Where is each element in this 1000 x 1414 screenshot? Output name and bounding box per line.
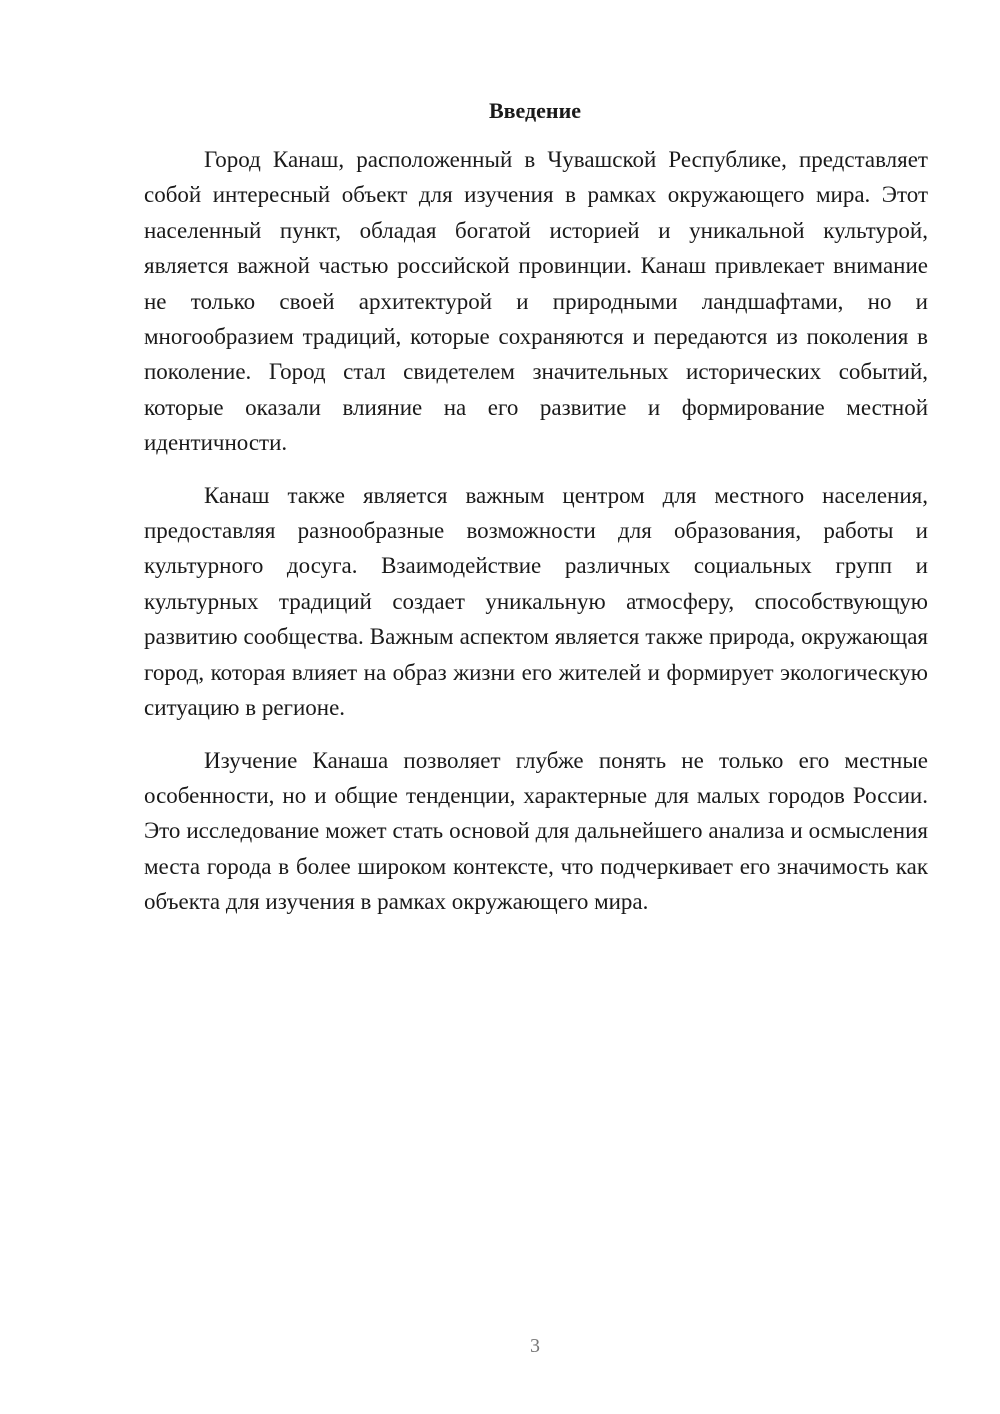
paragraph-2: Канаш также является важным центром для местного населения, предоставляя разнообразные возможности для образования, работы и культурного досуга. Взаимодействие различных социальных групп и культурных традиций создает уникальную атмосферу, способствующую развитию сообщества. Важным аспектом является также природа, окружающая город, которая влияет на образ жизни его жителей и формирует экологическую ситуацию в регионе. xyxy=(144,482,928,721)
paragraph-1: Город Канаш, расположенный в Чувашской Республике, представляет собой интересный объект для изучения в рамках окружающего мира. Этот населенный пункт, обладая богатой историей и уникальной культурой, является важной частью российской провинции. Канаш привлекает внимание не только своей архитектурой и природными ландшафтами, но и многообразием традиций, которые сохраняются и передаются из поколения в поколение. Город стал свидетелем значительных исторических событий, которые оказали влияние на его развитие и формирование местной идентичности. xyxy=(144,147,928,456)
body-text xyxy=(144,142,928,937)
paragraph-3: Изучение Канаша позволяет глубже понять не только его местные особенности, но и общие тенденции, характерные для малых городов России. Это исследование может стать основой для дальнейшего анализа и осмысления места города в более широком контексте, что подчеркивает его значимость как объекта для изучения в рамках окружающего мира. xyxy=(144,747,928,915)
section-heading: Введение xyxy=(488,98,582,123)
page-number: 3 xyxy=(530,1335,540,1357)
